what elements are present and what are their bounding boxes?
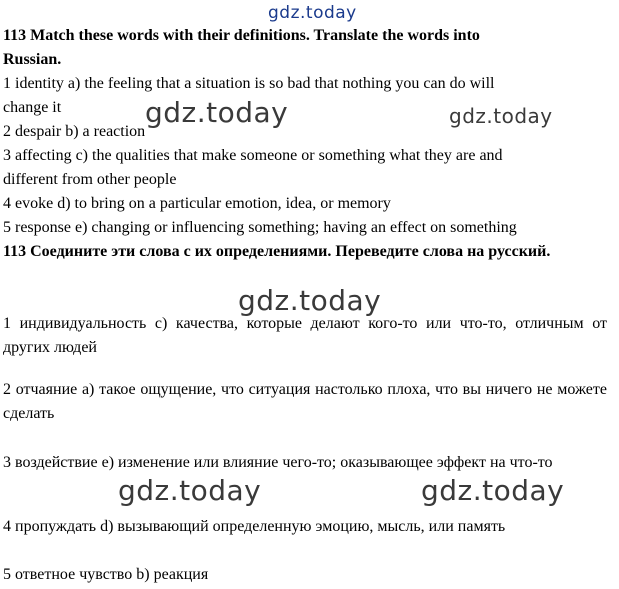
watermark: gdz.today [145, 96, 289, 129]
watermark: gdz.today [118, 474, 262, 507]
english-item-1-line-2: change it [3, 99, 62, 116]
english-heading-line-1: 113 Match these words with their definitions. Translate the words into [3, 27, 480, 44]
english-item-4: 4 evoke d) to bring on a particular emotion, idea, or memory [3, 195, 391, 212]
english-item-3-line-2: different from other people [3, 171, 177, 188]
russian-item-2: 2 отчаяние a) такое ощущение, что ситуация настолько плоха, что вы ничего не можете сделать [3, 381, 607, 422]
watermark: gdz.today [449, 104, 553, 128]
english-item-2: 2 despair b) a reaction [3, 123, 146, 140]
watermark: gdz.today [238, 284, 382, 317]
russian-item-5: 5 ответное чувство b) реакция [3, 566, 209, 583]
watermark-top: gdz.today [268, 3, 357, 23]
russian-item-4: 4 пропуждать d) вызывающий определенную эмоцию, мысль, или память [3, 518, 506, 535]
russian-item-1: 1 индивидуальность c) качества, которые делают кого-то или что-то, отличным от других людей [3, 315, 607, 356]
english-item-5: 5 response e) changing or influencing something; having an effect on something [3, 219, 517, 236]
russian-item-3: 3 воздействие e) изменение или влияние чего-то; оказывающее эффект на что-то [3, 454, 553, 471]
watermark: gdz.today [421, 474, 565, 507]
english-item-3-line-1: 3 affecting c) the qualities that make someone or something what they are and [3, 147, 503, 164]
russian-heading: 113 Соедините эти слова с их определениями. Переведите слова на русский. [3, 243, 551, 260]
english-item-1-line-1: 1 identity a) the feeling that a situation is so bad that nothing you can do will [3, 75, 495, 92]
english-heading-line-2: Russian. [3, 51, 62, 68]
